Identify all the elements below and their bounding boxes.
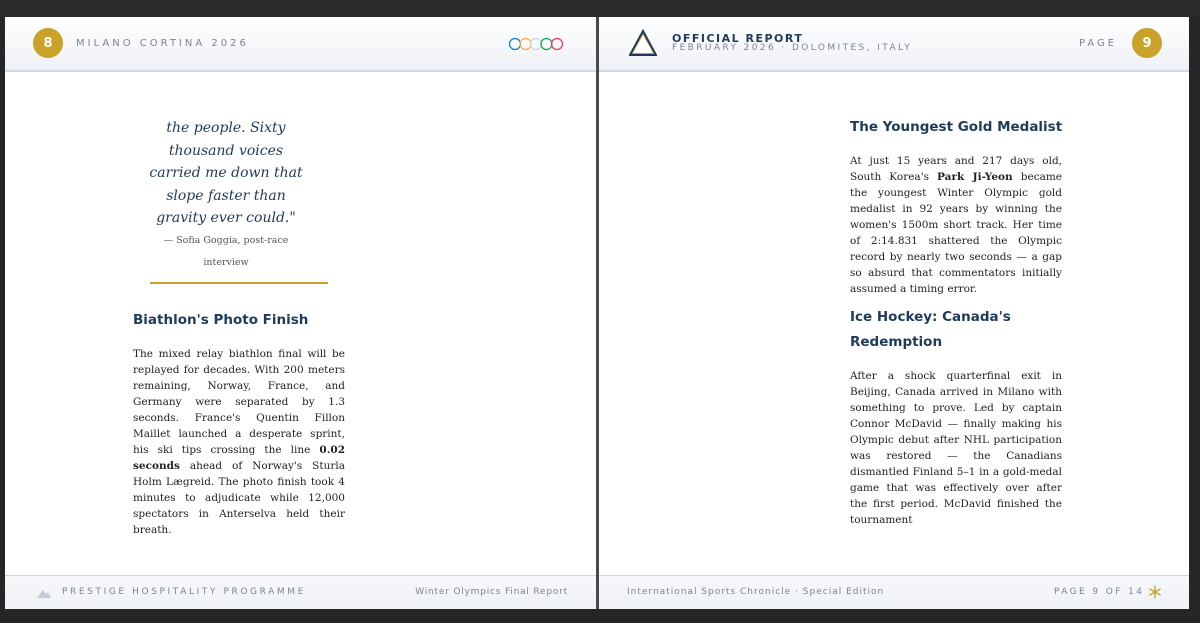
left-page-header (5, 17, 596, 72)
mountain-icon (37, 588, 51, 598)
quote-line: carried me down that (149, 165, 303, 181)
section-heading (850, 305, 1011, 355)
article-body (133, 346, 345, 538)
article-body (850, 153, 1062, 297)
footer-publication: International Sports Chronicle · Special Edition (627, 587, 885, 597)
gold-divider (150, 282, 328, 284)
quote-attribution-line: — Sofia Goggia, post-race (163, 235, 289, 246)
left-page (5, 17, 596, 609)
header-page-label: PAGE (1079, 38, 1118, 49)
quote-attribution-line: interview (203, 257, 249, 268)
olympic-rings-icon (508, 37, 564, 51)
quote-attribution (145, 230, 307, 274)
header-subtitle: FEBRUARY 2026 · DOLOMITES, ITALY (672, 43, 913, 53)
section-heading-line: Ice Hockey: Canada's (850, 309, 1011, 325)
body-text: The mixed relay biathlon final will be replayed for decades. With 200 meters remaining, Norway, France, and Germany were separated by 1.3 seconds. France's Quentin Fillon Maillet launched a desperate sprint, his ski tips crossing the line (133, 348, 345, 456)
snowflake-icon (1148, 585, 1162, 599)
page-number-badge: 9 (1132, 28, 1162, 58)
right-page-header (599, 17, 1189, 72)
header-title: MILANO CORTINA 2026 (76, 38, 249, 49)
body-text: became the youngest Winter Olympic gold medalist in 92 years by winning the women's 1500m short track. Her time of 2:14.831 shattered the Olympic record by nearly two seconds — a gap so absurd that commentators initially assumed a timing error. (850, 171, 1063, 295)
footer-page-count: PAGE 9 OF 14 (1054, 587, 1145, 597)
pull-quote (145, 117, 307, 230)
footer-report-title: Winter Olympics Final Report (415, 587, 568, 597)
quote-line: the people. Sixty (166, 120, 286, 136)
quote-line: gravity ever could." (156, 210, 296, 226)
header-title: OFFICIAL REPORT (672, 32, 804, 45)
quote-line: thousand voices (168, 142, 284, 159)
triangle-logo-icon (629, 29, 657, 57)
viewer-top-bar (0, 0, 1200, 17)
body-bold-text: 0.02 seconds (133, 444, 345, 472)
left-page-footer (5, 575, 596, 609)
body-text: At just 15 years and 217 days old, South Korea's (850, 155, 1062, 183)
article-body: After a shock quarterfinal exit in Beijing, Canada arrived in Milano with something to prove. Led by captain Connor McDavid — finally making his Olympic debut after NHL participation was restored — the Canadians dismantled Finland 5–1 in a gold-medal game that was effectively over after the first period. McDavid finished the tournament (850, 370, 1062, 526)
right-page (599, 17, 1189, 609)
right-page-footer (599, 575, 1189, 609)
section-heading: The Youngest Gold Medalist (850, 119, 1063, 135)
body-bold-text: Park Ji-Yeon (937, 171, 1013, 183)
page-number-badge: 8 (33, 28, 63, 58)
body-text: ahead of Norway's Sturla Holm Lægreid. The photo finish took 4 minutes to adjudicate while 12,000 spectators in Anterselva held their breath. (133, 460, 345, 536)
section-heading: Biathlon's Photo Finish (133, 312, 309, 328)
quote-line: slope faster than (166, 187, 286, 204)
footer-programme: PRESTIGE HOSPITALITY PROGRAMME (62, 587, 306, 597)
section-heading-line: Redemption (850, 334, 943, 350)
